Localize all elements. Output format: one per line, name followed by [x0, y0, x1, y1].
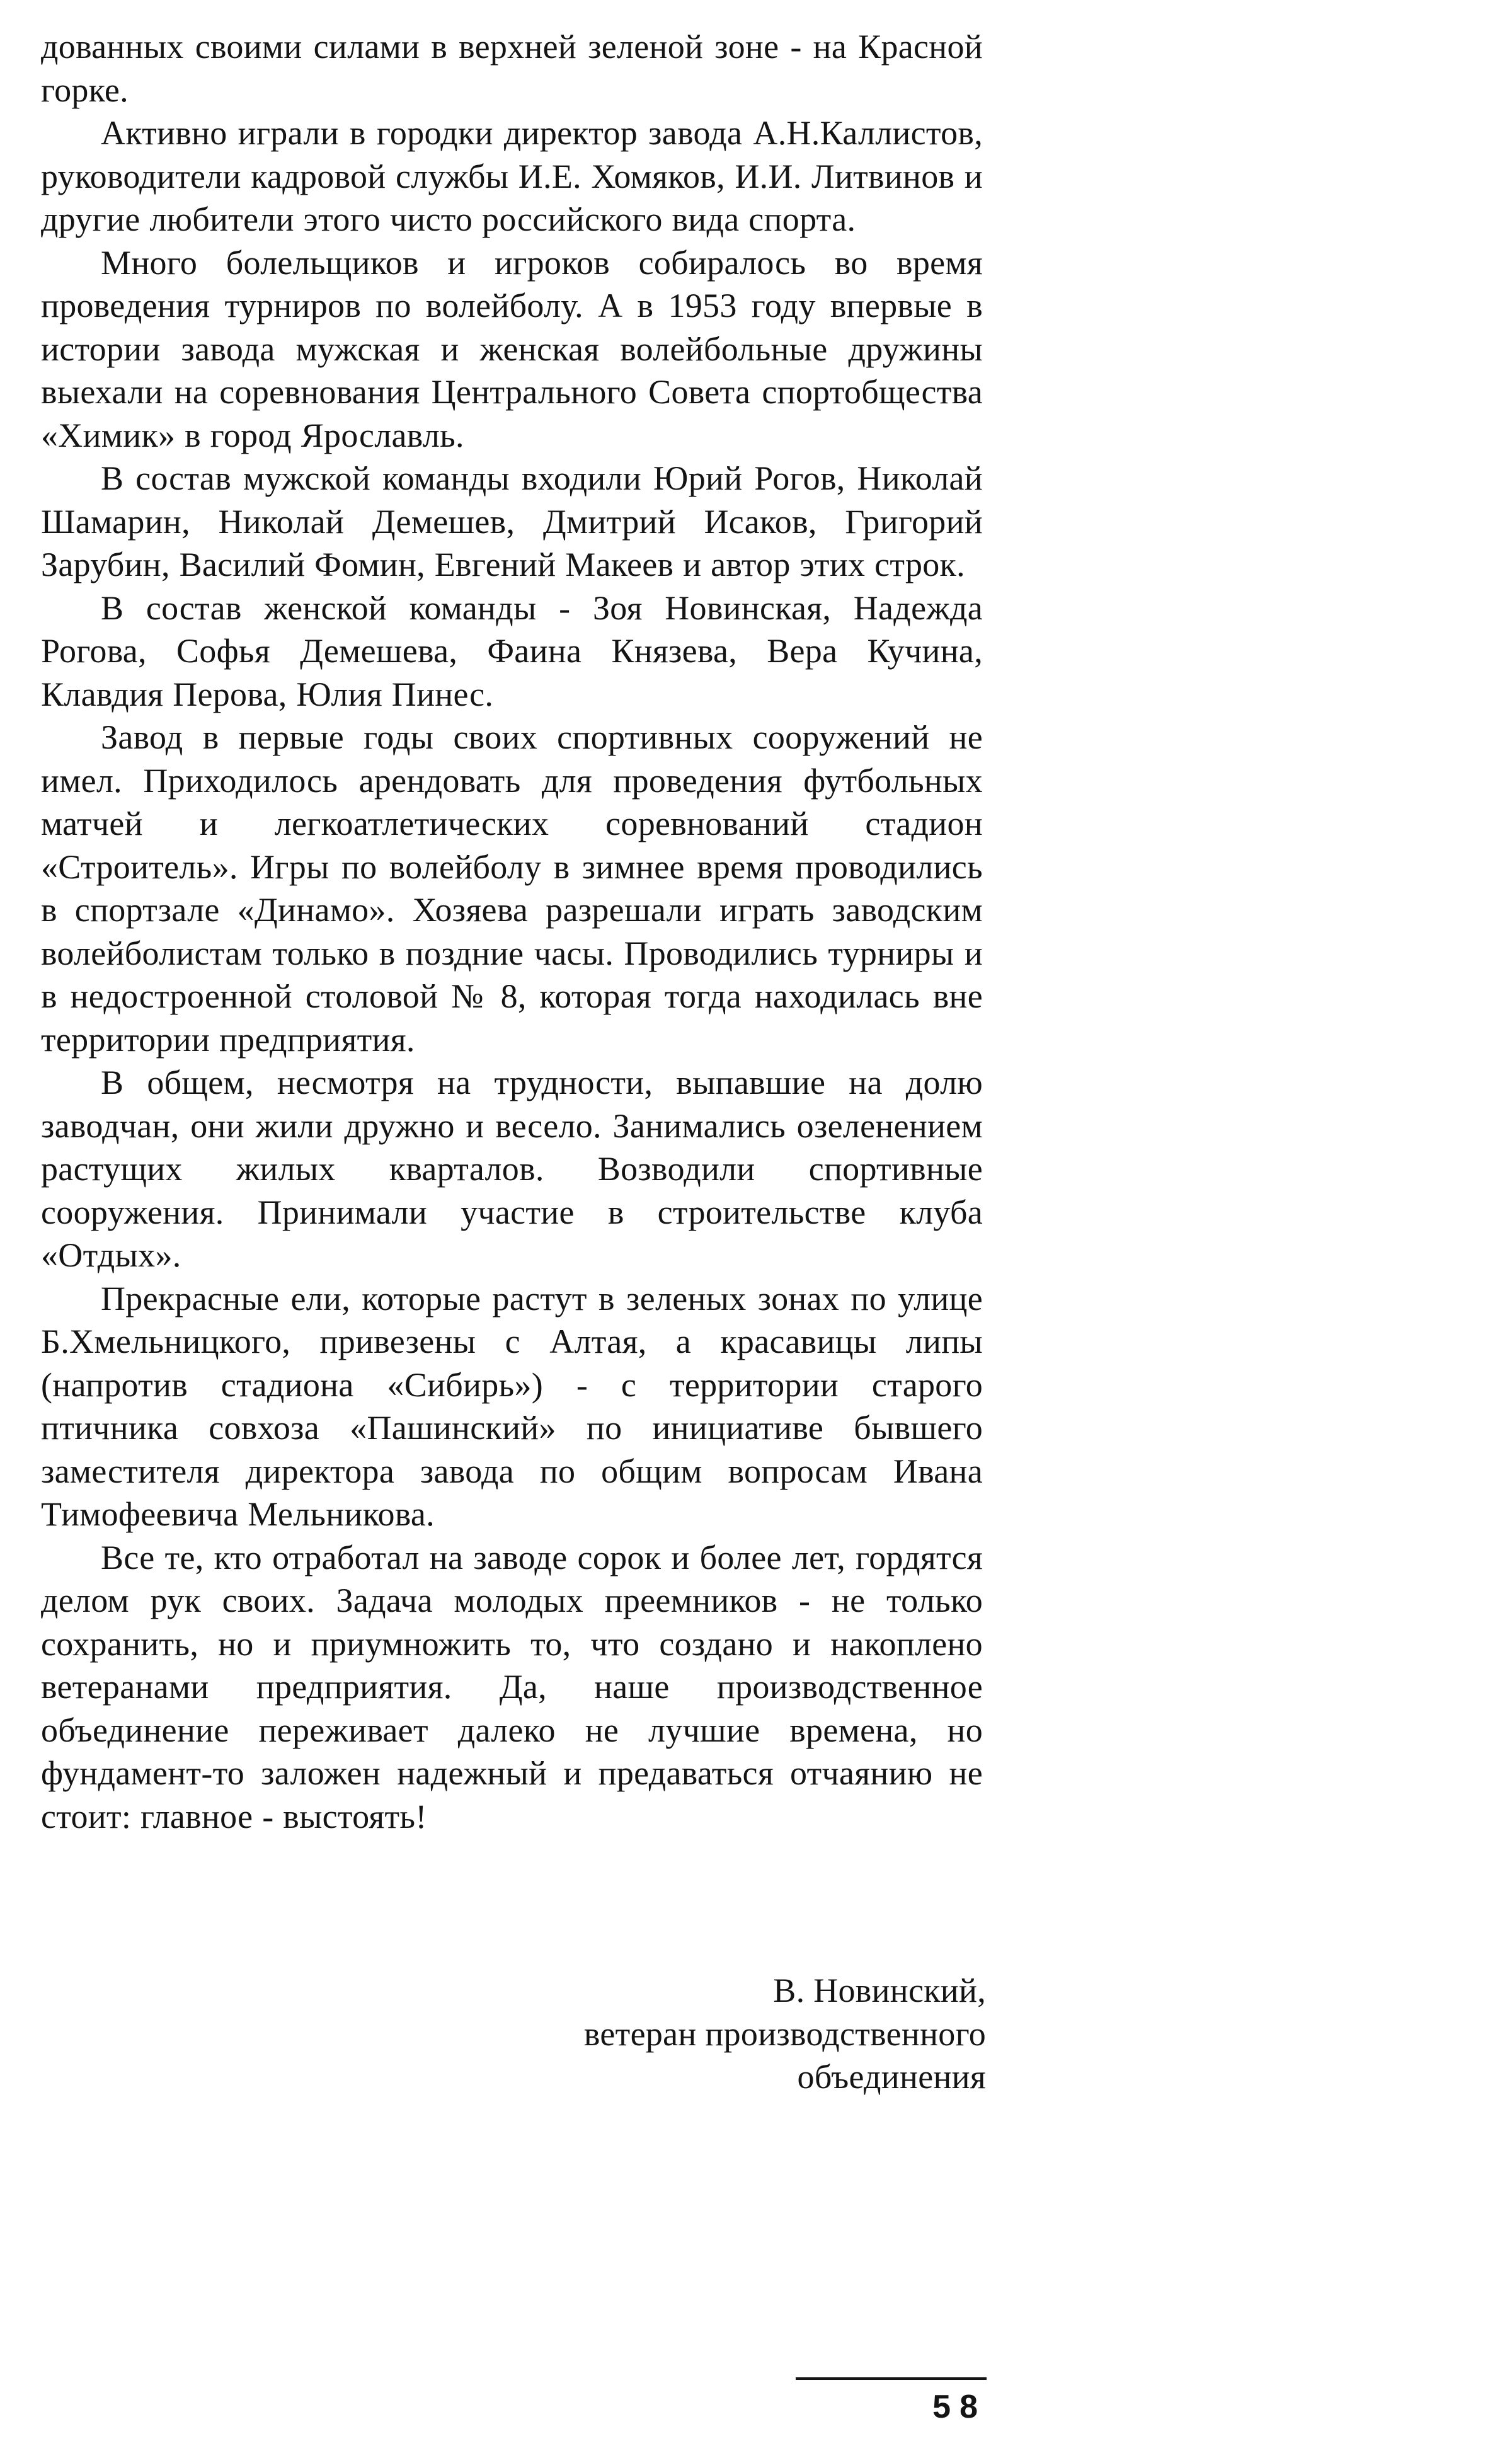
- paragraph-volleyball: Много болельщиков и игроков собиралось во время проведения турниров по волейболу. А в 1953 году впервые в истории завода мужская и женская волейбольные дружины выехали на соревнования Центрального Совета спортобщества «Химик» в город Ярославль.: [41, 243, 983, 454]
- author-title-line-1: ветеран производственного: [583, 2014, 986, 2053]
- author-title-line-2: объединения: [797, 2058, 986, 2096]
- paragraph-womens-team: В состав женской команды - Зоя Новинская, Надежда Рогова, Софья Демешева, Фаина Князева, Вера Кучина, Клавдия Перова, Юлия Пинес.: [41, 589, 983, 713]
- paragraph-gorodki: Активно играли в городки директор завода А.Н.Каллистов, руководители кадровой службы И.Е. Хомяков, И.И. Литвинов и другие любители этого чисто российского вида спорта.: [41, 114, 983, 238]
- author-signature: [584, 1969, 986, 2099]
- paragraph-continuation: дованных своими силами в верхней зеленой зоне - на Красной горке.: [41, 28, 983, 109]
- paragraph-conclusion: Все те, кто отработал на заводе сорок и более лет, гордятся делом рук своих. Задача молодых преемников - не только сохранить, но и приумножить то, что создано и накоплено ветеранами предприятия. Да, наше производственное объединение переживает далеко не лучшие времена, но фундамент-то заложен надежный и предаваться отчаянию не стоит: главное - выстоять!: [41, 1538, 983, 1835]
- footer-divider: [796, 2377, 987, 2380]
- paragraph-mens-team: В состав мужской команды входили Юрий Рогов, Николай Шамарин, Николай Демешев, Дмитрий Исаков, Григорий Зарубин, Василий Фомин, Евгений Макеев и автор этих строк.: [41, 459, 983, 583]
- page-number: 58: [932, 2389, 987, 2425]
- paragraph-community: В общем, несмотря на трудности, выпавшие на долю заводчан, они жили дружно и весело. Занимались озеленением растущих жилых кварталов. Возводили спортивные сооружения. Принимали участие в строительстве клуба «Отдых».: [41, 1064, 983, 1274]
- author-name: В. Новинский,: [773, 1972, 986, 2009]
- paragraph-trees: Прекрасные ели, которые растут в зеленых зонах по улице Б.Хмельницкого, привезены с Алтая, а красавицы липы (напротив стадиона «Сибирь») - с территории старого птичника совхоза «Пашинский» по инициативе бывшего заместителя директора завода по общим вопросам Ивана Тимофеевича Мельникова.: [41, 1279, 983, 1533]
- paragraph-sports-facilities: Завод в первые годы своих спортивных сооружений не имел. Приходилось арендовать для проведения футбольных матчей и легкоатлетических соревнований стадион «Строитель». Игры по волейболу в зимнее время проводились в спортзале «Динамо». Хозяева разрешали играть заводским волейболистам только в поздние часы. Проводились турниры и в недостроенной столовой № 8, которая тогда находилась вне территории предприятия.: [41, 718, 983, 1059]
- article-body: [41, 25, 983, 1838]
